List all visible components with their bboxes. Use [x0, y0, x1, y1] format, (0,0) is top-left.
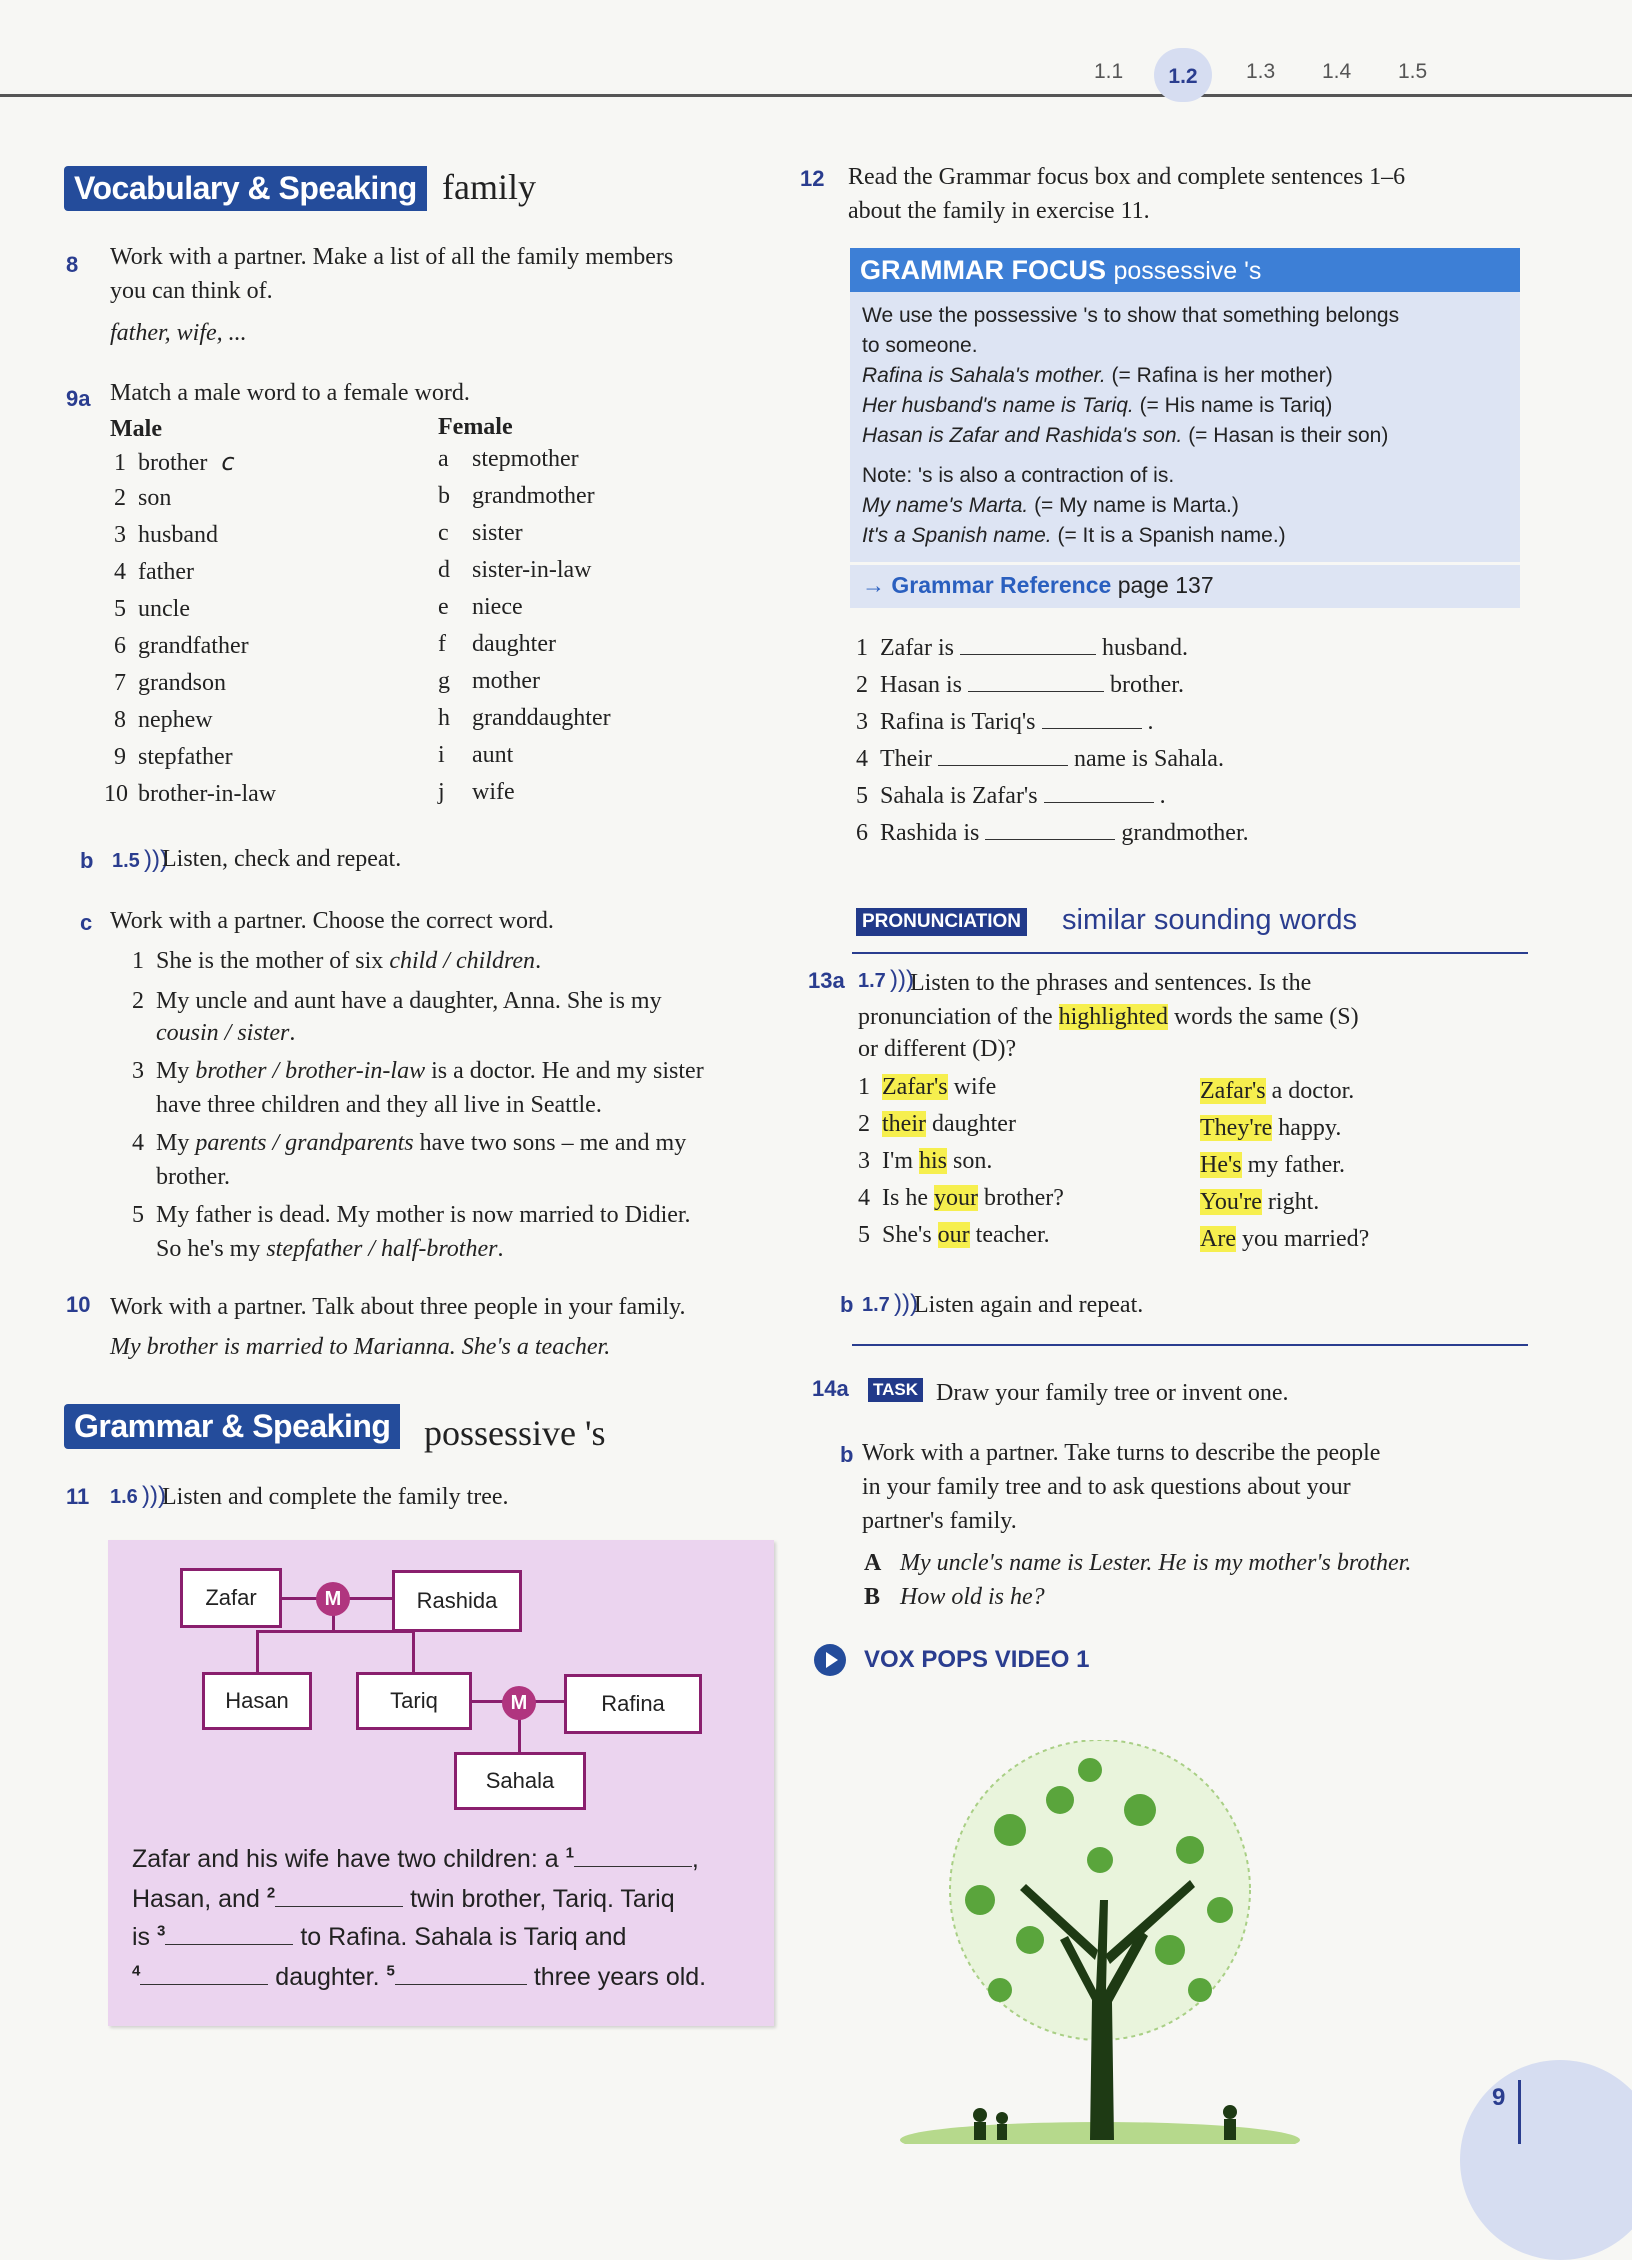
tree-node-zafar: Zafar [180, 1568, 282, 1628]
answer-blank[interactable] [1044, 780, 1154, 803]
grammar-reference-link[interactable]: → Grammar Reference page 137 [862, 572, 1214, 598]
dialog-line-a: A My uncle's name is Lester. He is my mother's brother. [864, 1550, 1412, 1576]
female-word-f: f daughter [438, 631, 556, 657]
pron-right-4: You're right. [1200, 1189, 1320, 1215]
ex9b-letter: b [80, 848, 94, 873]
female-word-i: i aunt [438, 742, 514, 768]
ex8-example: father, wife, ... [110, 320, 247, 346]
ex14b-text-3: partner's family. [862, 1508, 1017, 1534]
ex11-number: 11 [66, 1484, 90, 1509]
page-number-rule [1518, 2080, 1521, 2144]
female-word-d: d sister-in-law [438, 557, 592, 583]
pron-left-2: 2 their daughter [858, 1111, 1016, 1137]
vocab-speaking-header: Vocabulary & Speaking [64, 166, 427, 211]
pronunciation-topic: similar sounding words [1062, 904, 1357, 936]
ex8-text-1: Work with a partner. Make a list of all the family members [110, 244, 674, 270]
page-number-circle [1460, 2060, 1632, 2260]
nav-tab-1-5[interactable]: 1.5 [1398, 60, 1428, 83]
pron-right-1: Zafar's a doctor. [1200, 1078, 1355, 1104]
ex9c-item-4: 4 My parents / grandparents have two sons – me and my [132, 1130, 687, 1156]
ex13a-text-2: pronunciation of the highlighted words the same (S) [858, 1004, 1359, 1030]
tree-node-sahala: Sahala [454, 1752, 586, 1810]
ex13b-text: Listen again and repeat. [914, 1292, 1144, 1318]
married-icon: M [316, 1582, 350, 1616]
male-word-9: 9 stepfather [114, 744, 233, 770]
nav-tab-1-4[interactable]: 1.4 [1322, 60, 1352, 83]
male-word-6: 6 grandfather [114, 633, 249, 659]
ex14b-text-1: Work with a partner. Take turns to describe the people [862, 1440, 1381, 1466]
ex14a-number: 14a [812, 1376, 849, 1401]
ex9b-audio-track[interactable]: 1.5 [112, 850, 140, 872]
ex12-sentence-4: 4 Their name is Sahala. [852, 743, 1224, 773]
ex9c-item-3-line-2: have three children and they all live in Seattle. [156, 1092, 602, 1118]
tree-text-line-4: $^4$ daughter. $^5$ three years old. [132, 1962, 707, 1991]
gf-line-1: We use the possessive 's to show that something belongs [862, 304, 1400, 327]
answer-blank[interactable] [968, 669, 1104, 692]
tree-node-tariq: Tariq [356, 1672, 472, 1730]
ex9c-item-2-line-2: cousin / sister. [156, 1020, 296, 1046]
male-word-10: 10 brother-in-law [104, 781, 277, 807]
nav-tab-1-1[interactable]: 1.1 [1094, 60, 1124, 83]
gf-note: Note: 's is also a contraction of is. [862, 464, 1175, 487]
gf-divider [850, 562, 1520, 565]
pron-left-4: 4 Is he your brother? [858, 1185, 1064, 1211]
ex12-text-2: about the family in exercise 11. [848, 198, 1150, 224]
tree-text-line-2: Hasan, and $^2$ twin brother, Tariq. Tariq [132, 1884, 675, 1913]
ex10-number: 10 [66, 1292, 91, 1317]
dialog-line-b: B How old is he? [864, 1584, 1045, 1610]
tree-node-hasan: Hasan [202, 1672, 312, 1730]
family-tree-illustration [890, 1740, 1310, 2144]
ex12-sentence-3: 3 Rafina is Tariq's . [852, 706, 1154, 736]
female-word-j: j wife [438, 779, 515, 805]
ex14b-letter: b [840, 1442, 854, 1467]
ex9c-item-2: 2 My uncle and aunt have a daughter, Anna. She is my [132, 988, 662, 1014]
pron-right-2: They're happy. [1200, 1115, 1342, 1141]
audio-icon: ))) [890, 966, 914, 993]
audio-icon: ))) [144, 846, 168, 873]
male-word-3: 3 husband [114, 522, 218, 548]
male-word-5: 5 uncle [114, 596, 190, 622]
audio-icon: ))) [142, 1482, 166, 1509]
ex13b-audio-track[interactable]: 1.7 [862, 1294, 890, 1316]
ex14a-text: Draw your family tree or invent one. [936, 1380, 1289, 1406]
pronunciation-rule-bottom [852, 1344, 1528, 1346]
ex9c-item-1: 1 She is the mother of six child / children. [132, 948, 542, 974]
male-word-2: 2 son [114, 485, 172, 511]
gf-example-2: Her husband's name is Tariq. (= His name is Tariq) [862, 394, 1333, 417]
ex12-sentence-5: 5 Sahala is Zafar's . [852, 780, 1166, 810]
ex8-number: 8 [66, 252, 79, 277]
female-word-e: e niece [438, 594, 523, 620]
ex9c-item-3: 3 My brother / brother-in-law is a doctor. He and my sister [132, 1058, 704, 1084]
ex9b-text: Listen, check and repeat. [162, 846, 402, 872]
play-icon[interactable] [814, 1644, 846, 1676]
tree-text-line-1: Zafar and his wife have two children: a $^1$ , [132, 1844, 699, 1873]
ex12-sentence-2: 2 Hasan is brother. [852, 669, 1184, 699]
ex9c-item-4-line-2: brother. [156, 1164, 230, 1190]
answer-blank[interactable] [1042, 706, 1142, 729]
married-icon: M [502, 1686, 536, 1720]
task-badge: TASK [868, 1378, 923, 1402]
tree-line [412, 1630, 415, 1674]
female-word-h: h granddaughter [438, 705, 611, 731]
ex8-text-2: you can think of. [110, 278, 273, 304]
ex13a-text-1: Listen to the phrases and sentences. Is the [910, 970, 1312, 996]
ex13a-number: 13a [808, 968, 845, 993]
tree-line [256, 1630, 414, 1633]
answer-blank[interactable] [938, 743, 1068, 766]
pron-left-5: 5 She's our teacher. [858, 1222, 1050, 1248]
gf-line-2: to someone. [862, 334, 978, 357]
ex10-example: My brother is married to Marianna. She's a teacher. [110, 1334, 611, 1360]
audio-icon: ))) [894, 1290, 918, 1317]
gf-example-1: Rafina is Sahala's mother. (= Rafina is her mother) [862, 364, 1333, 387]
page-number: 9 [1492, 2084, 1506, 2111]
handwritten-answer: c [221, 448, 235, 476]
female-column-header: Female [438, 414, 513, 440]
top-rule [0, 94, 1632, 97]
ex9c-letter: c [80, 910, 93, 935]
ex9a-number: 9a [66, 386, 91, 411]
tree-node-rafina: Rafina [564, 1674, 702, 1734]
pron-left-1: 1 Zafar's wife [858, 1074, 997, 1100]
ex9c-text: Work with a partner. Choose the correct word. [110, 908, 554, 934]
vox-pops-video-link[interactable]: VOX POPS VIDEO 1 [864, 1646, 1090, 1673]
ex9a-text: Match a male word to a female word. [110, 380, 470, 406]
grammar-focus-title: GRAMMAR FOCUS possessive 's [850, 248, 1520, 292]
ex11-text: Listen and complete the family tree. [162, 1484, 509, 1510]
ex10-text: Work with a partner. Talk about three people in your family. [110, 1294, 686, 1320]
pronunciation-rule [852, 952, 1528, 954]
gf-note-example-1: My name's Marta. (= My name is Marta.) [862, 494, 1239, 517]
gf-note-example-2: It's a Spanish name. (= It is a Spanish name.) [862, 524, 1286, 547]
vocab-topic: family [442, 167, 536, 207]
grammar-speaking-header: Grammar & Speaking [64, 1404, 400, 1449]
tree-text-line-3: is $^3$ to Rafina. Sahala is Tariq and [132, 1922, 627, 1951]
female-word-g: g mother [438, 668, 540, 694]
ex12-sentence-6: 6 Rashida is grandmother. [852, 817, 1249, 847]
male-word-8: 8 nephew [114, 707, 213, 733]
tree-line [256, 1630, 259, 1674]
female-word-a: a stepmother [438, 446, 579, 472]
male-word-7: 7 grandson [114, 670, 226, 696]
ex12-sentence-1: 1 Zafar is husband. [852, 632, 1188, 662]
ex12-text-1: Read the Grammar focus box and complete sentences 1–6 [848, 164, 1406, 190]
ex12-number: 12 [800, 166, 825, 191]
nav-tab-1-2[interactable]: 1.2 [1154, 48, 1212, 102]
ex13b-letter: b [840, 1292, 854, 1317]
female-word-c: c sister [438, 520, 523, 546]
ex11-audio-track[interactable]: 1.6 [110, 1486, 138, 1508]
male-column-header: Male [110, 416, 162, 442]
male-word-1: 1 brother c [114, 448, 235, 476]
ex9c-item-5: 5 My father is dead. My mother is now married to Didier. [132, 1202, 691, 1228]
answer-blank[interactable] [960, 632, 1096, 655]
nav-tab-1-3[interactable]: 1.3 [1246, 60, 1276, 83]
female-word-b: b grandmother [438, 483, 595, 509]
pron-right-5: Are you married? [1200, 1226, 1370, 1252]
ex13a-text-3: or different (D)? [858, 1036, 1017, 1062]
grammar-topic: possessive 's [424, 1413, 606, 1453]
pron-left-3: 3 I'm his son. [858, 1148, 993, 1174]
pronunciation-badge: PRONUNCIATION [856, 908, 1027, 936]
ex13a-audio-track[interactable]: 1.7 [858, 970, 886, 992]
pron-right-3: He's my father. [1200, 1152, 1345, 1178]
answer-blank[interactable] [985, 817, 1115, 840]
ex9c-item-5-line-2: So he's my stepfather / half-brother. [156, 1236, 504, 1262]
ex14b-text-2: in your family tree and to ask questions about your [862, 1474, 1351, 1500]
male-word-4: 4 father [114, 559, 194, 585]
tree-node-rashida: Rashida [392, 1570, 522, 1632]
gf-example-3: Hasan is Zafar and Rashida's son. (= Hasan is their son) [862, 424, 1389, 447]
